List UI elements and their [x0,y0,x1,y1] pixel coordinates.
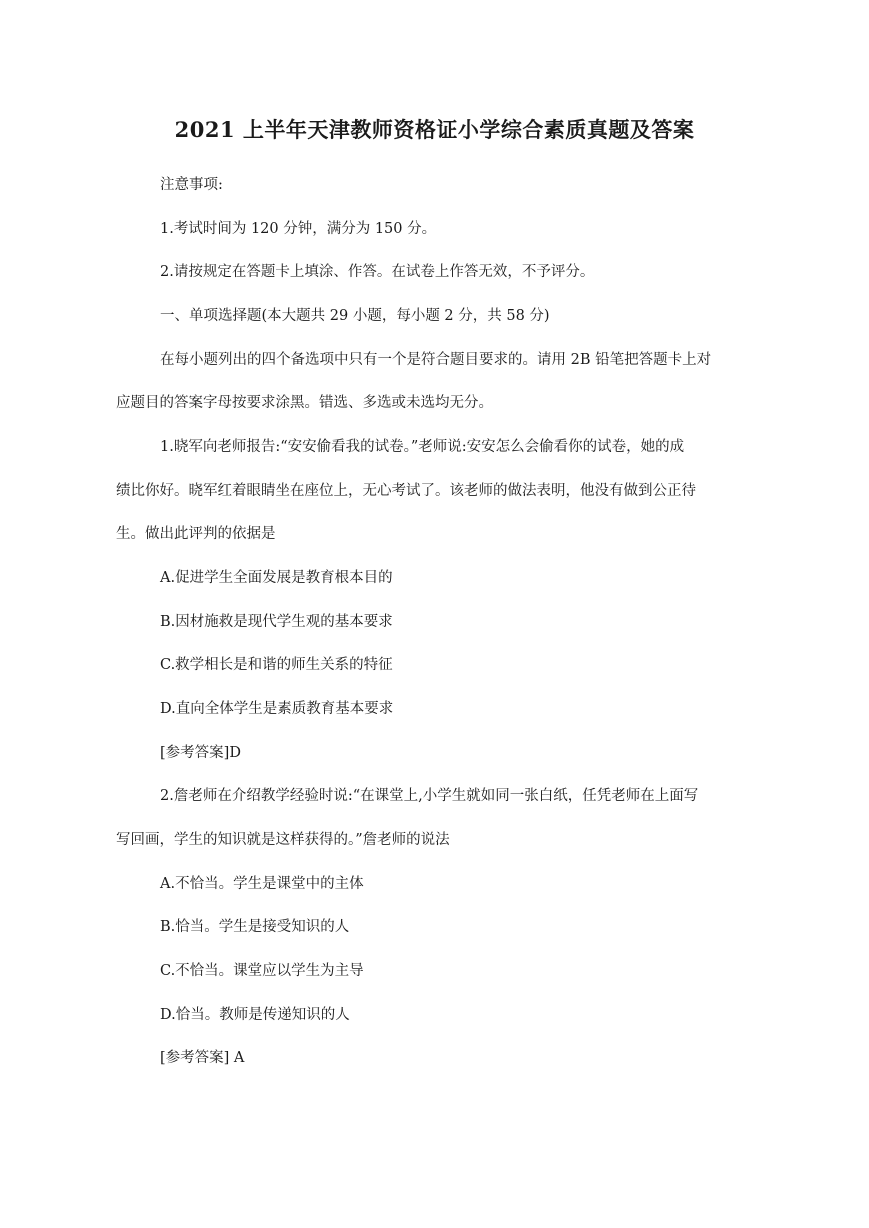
question-1-option-a: A.促进学生全面发展是教育根本目的 [160,570,393,586]
notice-item-1: 1.考试时间为 120 分钟，满分为 150 分。 [160,221,437,237]
question-1-stem-line-1: 1.晓军向老师报告:“安安偷看我的试卷。”老师说:安安怎么会偷看你的试卷，她的成 [160,439,685,455]
section-instruction-line-1: 在每小题列出的四个备选项中只有一个是符合题目要求的。请用 2B 铅笔把答题卡上对 [160,352,712,368]
section-instruction-line-2: 应题目的答案字母按要求涂黑。错选、多选或未选均无分。 [116,395,493,411]
question-2-stem-line-1: 2.詹老师在介绍教学经验时说:“在课堂上,小学生就如同一张白纸，任凭老师在上面写 [160,788,699,804]
question-2-option-d: D.恰当。教师是传递知识的人 [160,1007,350,1023]
question-1-stem-line-2: 绩比你好。晓军红着眼睛坐在座位上，无心考试了。该老师的做法表明，他没有做到公正待 [116,483,696,499]
question-2-option-a: A.不恰当。学生是课堂中的主体 [160,876,364,892]
section-heading: 一、单项选择题(本大题共 29 小题，每小题 2 分，共 58 分) [160,308,550,324]
notice-heading: 注意事项: [160,177,223,193]
question-1-option-b: B.因材施救是现代学生观的基本要求 [160,614,393,630]
notice-item-2: 2.请按规定在答题卡上填涂、作答。在试卷上作答无效，不予评分。 [160,264,595,280]
question-1-stem-line-3: 生。做出此评判的依据是 [116,526,276,542]
question-2-option-c: C.不恰当。课堂应以学生为主导 [160,963,364,979]
question-1-option-c: C.救学相长是和谐的师生关系的特征 [160,657,393,673]
question-1-answer: [参考答案]D [160,745,241,761]
question-1-option-d: D.直向全体学生是素质教育基本要求 [160,701,394,717]
question-2-answer: [参考答案] A [160,1050,245,1066]
question-2-stem-line-2: 写回画，学生的知识就是这样获得的。”詹老师的说法 [116,832,450,848]
question-2-option-b: B.恰当。学生是接受知识的人 [160,919,350,935]
document-title: 2021 上半年天津教师资格证小学综合素质真题及答案 [174,117,695,142]
